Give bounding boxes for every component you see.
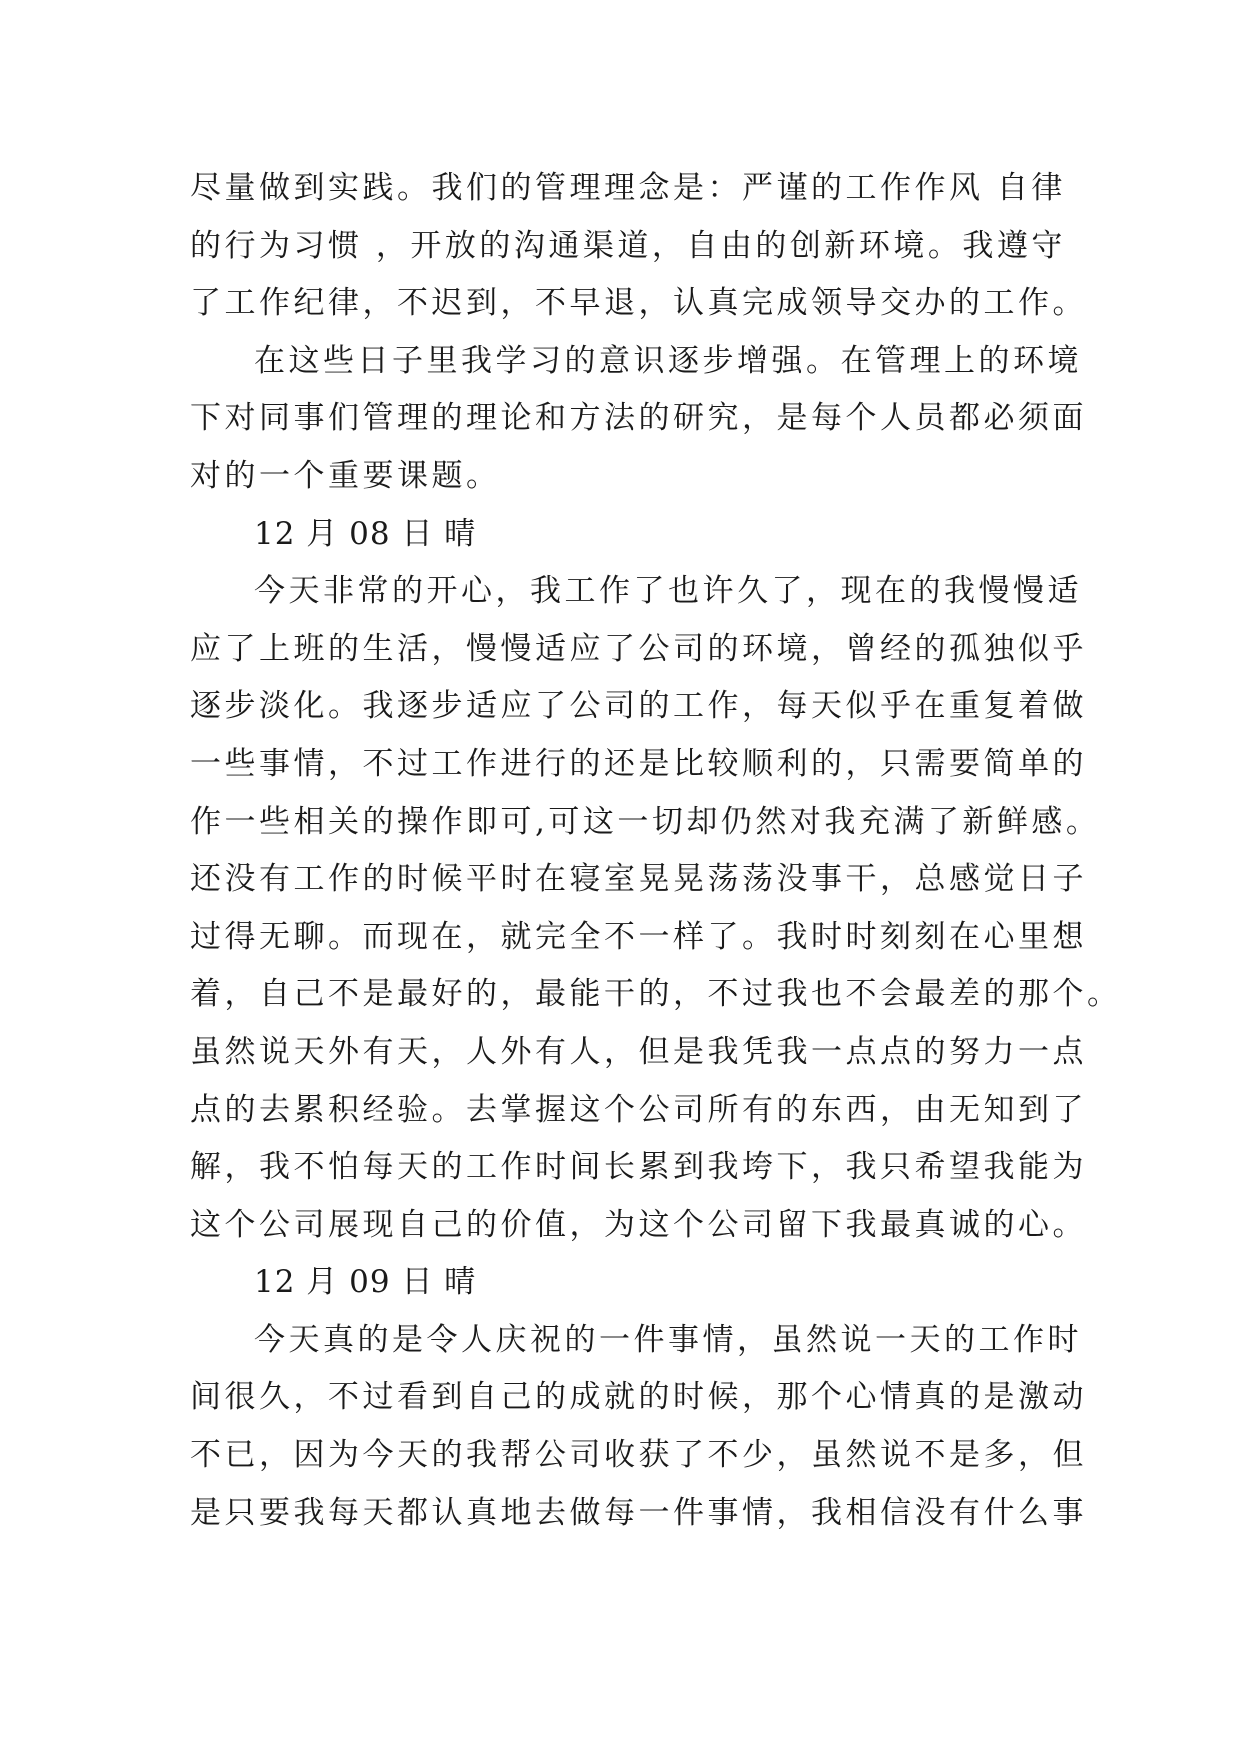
text-line: 是只要我每天都认真地去做每一件事情，我相信没有什么事 — [190, 1494, 1087, 1531]
text-line: 尽量做到实践。我们的管理理念是：严谨的工作作风 自律 — [190, 170, 1066, 206]
text-line: 对的一个重要课题。 — [190, 457, 501, 494]
text-line: 今天非常的开心，我工作了也许久了，现在的我慢慢适 — [254, 573, 1082, 610]
diary-date-heading: 12 月 08 日 晴 — [254, 515, 477, 552]
diary-date-heading: 12 月 09 日 晴 — [254, 1264, 477, 1301]
text-line: 这个公司展现自己的价值，为这个公司留下我最真诚的心。 — [190, 1206, 1087, 1243]
text-line: 在这些日子里我学习的意识逐步增强。在管理上的环境 — [254, 342, 1082, 379]
text-line: 逐步淡化。我逐步适应了公司的工作，每天似乎在重复着做 — [190, 688, 1087, 725]
text-line: 虽然说天外有天，人外有人，但是我凭我一点点的努力一点 — [190, 1033, 1087, 1070]
text-line: 下对同事们管理的理论和方法的研究，是每个人员都必须面 — [190, 400, 1087, 437]
text-line: 应了上班的生活，慢慢适应了公司的环境，曾经的孤独似乎 — [190, 630, 1087, 667]
document-body — [190, 160, 1122, 1542]
text-line: 解，我不怕每天的工作时间长累到我垮下，我只希望我能为 — [190, 1149, 1087, 1186]
text-line: 还没有工作的时候平时在寝室晃晃荡荡没事干，总感觉日子 — [190, 861, 1087, 898]
text-line: 间很久，不过看到自己的成就的时候，那个心情真的是激动 — [190, 1379, 1087, 1416]
text-line: 了工作纪律，不迟到，不早退，认真完成领导交办的工作。 — [190, 285, 1087, 322]
text-line: 点的去累积经验。去掌握这个公司所有的东西，由无知到了 — [190, 1091, 1087, 1128]
text-line: 的行为习惯 ，开放的沟通渠道，自由的创新环境。我遵守 — [190, 227, 1066, 264]
text-line: 着，自己不是最好的，最能干的，不过我也不会最差的那个。 — [190, 976, 1122, 1013]
text-line: 不已，因为今天的我帮公司收获了不少，虽然说不是多，但 — [190, 1437, 1087, 1474]
text-line: 今天真的是令人庆祝的一件事情，虽然说一天的工作时 — [254, 1321, 1082, 1358]
text-line: 过得无聊。而现在，就完全不一样了。我时时刻刻在心里想 — [190, 918, 1087, 955]
text-line: 作一些相关的操作即可,可这一切却仍然对我充满了新鲜感。 — [190, 803, 1101, 840]
text-line: 一些事情，不过工作进行的还是比较顺利的，只需要简单的 — [190, 745, 1087, 782]
